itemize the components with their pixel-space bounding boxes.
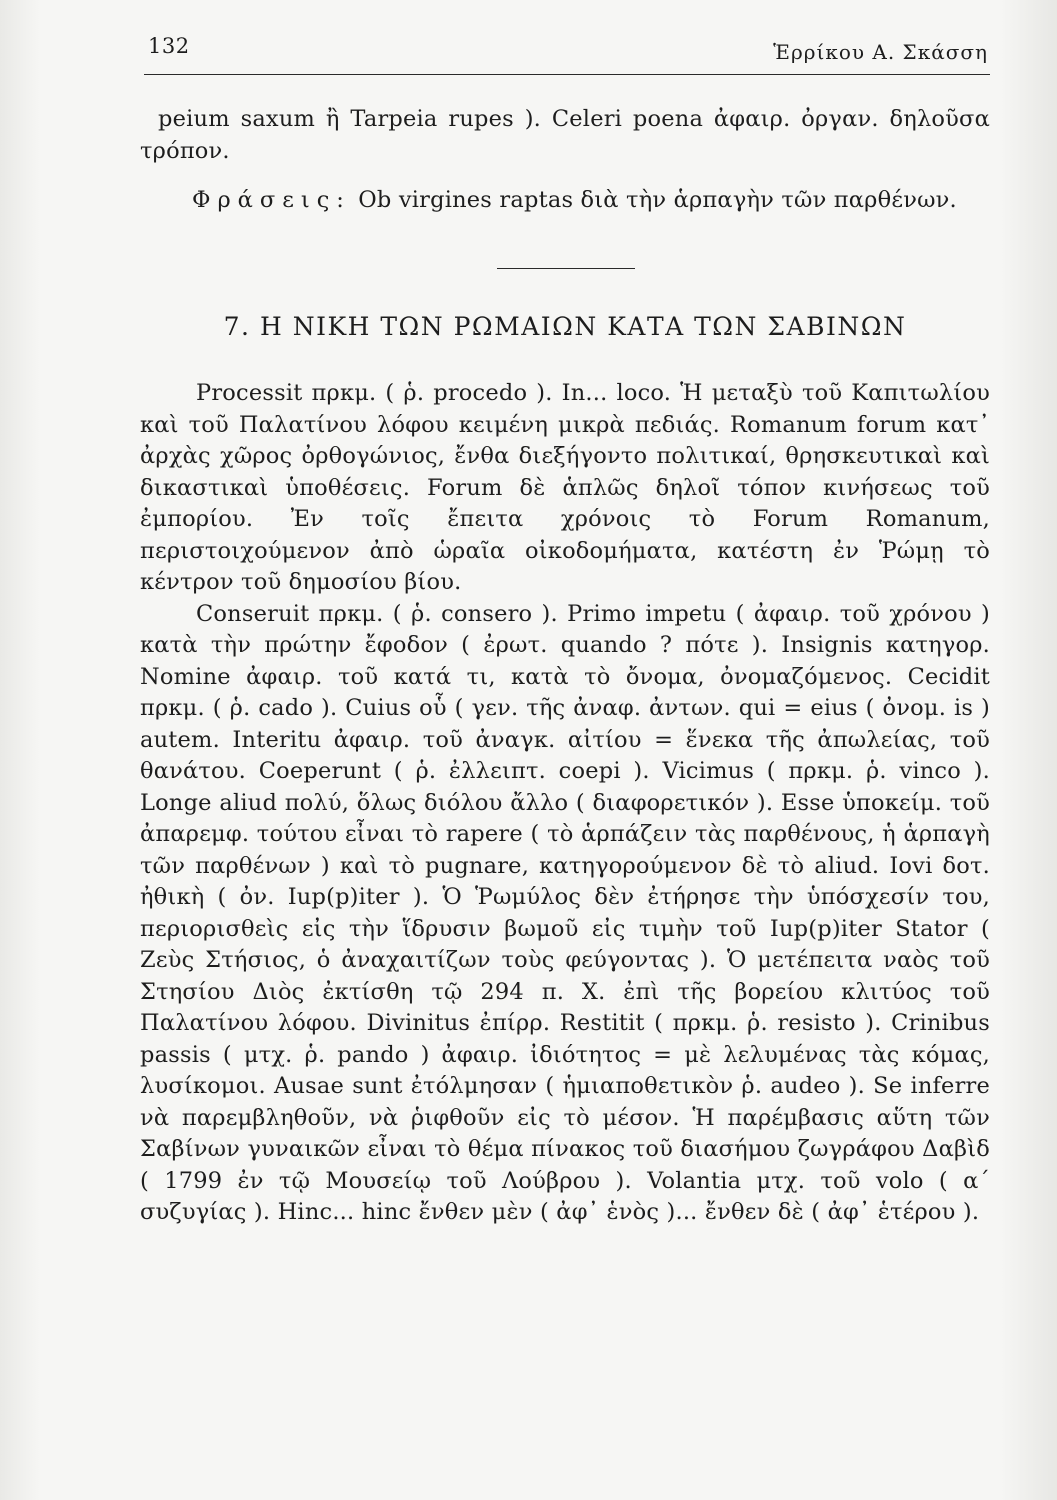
page-header bbox=[144, 34, 990, 75]
intro-block bbox=[140, 104, 990, 217]
section-divider bbox=[497, 268, 635, 269]
body-paragraph: Processit πρκμ. ( ῥ. procedo ). In... loco. Ἡ μεταξὺ τοῦ Καπιτωλίου καὶ τοῦ Παλατίνου λόφου κειμένη μικρὰ πεδιάς. Romanum forum κατ᾽ ἀρχὰς χῶρος ὀρθογώνιος, ἔνθα διεξήγοντο πολιτικαί, θρησκευτικαὶ καὶ δικαστικαὶ ὑποθέσεις. Forum δὲ ἁπλῶς δηλοῖ τόπον κινήσεως τοῦ ἐμπορίου. Ἐν τοῖς ἔπειτα χρόνοις τὸ Forum Romanum, περιστοιχούμενον ἀπὸ ὡραῖα οἰκοδομήματα, κατέστη ἐν Ῥώμῃ τὸ κέντρον τοῦ δημοσίου βίου. bbox=[140, 380, 990, 595]
phrases-paragraph bbox=[140, 185, 990, 217]
phrases-label: Φράσεις: bbox=[192, 187, 351, 213]
running-head: Ἑρρίκου Α. Σκάσση bbox=[773, 40, 988, 64]
phrases-text: Ob virgines raptas διὰ τὴν ἁρπαγὴν τῶν παρθένων. bbox=[350, 187, 957, 213]
section-title: 7. Η ΝΙΚΗ ΤΩΝ ΡΩΜΑΙΩΝ ΚΑΤΑ ΤΩΝ ΣΑΒΙΝΩΝ bbox=[223, 312, 907, 341]
page-number: 132 bbox=[148, 34, 190, 58]
intro-paragraph: peium saxum ἢ Tarpeia rupes ). Celeri poena ἀφαιρ. ὀργαν. δηλοῦσα τρόπον. bbox=[140, 106, 990, 164]
section-body bbox=[140, 378, 990, 1229]
body-paragraph: Conseruit πρκμ. ( ῥ. consero ). Primo impetu ( ἀφαιρ. τοῦ χρόνου ) κατὰ τὴν πρώτην ἔφοδον ( ἐρωτ. quando ? πότε ). Insignis κατηγορ. Nomine ἀφαιρ. τοῦ κατά τι, κατὰ τὸ ὄνομα, ὀνομαζόμενος. Cecidit πρκμ. ( ῥ. cado ). Cuius οὗ ( γεν. τῆς ἀναφ. ἀντων. qui = eius ( ὀνομ. is ) autem. Interitu ἀφαιρ. τοῦ ἀναγκ. αἰτίου = ἕνεκα τῆς ἀπωλείας, τοῦ θανάτου. Coeperunt ( ῥ. ἐλλειπτ. coepi ). Vicimus ( πρκμ. ῥ. vinco ). Longe aliud πολύ, ὅλως διόλου ἄλλο ( διαφορετικόν ). Esse ὑποκείμ. τοῦ ἀπαρεμφ. τούτου εἶναι τὸ rapere ( τὸ ἁρπάζειν τὰς παρθένους, ἡ ἁρπαγὴ τῶν παρθένων ) καὶ τὸ pugnare, κατηγορούμενον δὲ τὸ aliud. Iovi δοτ. ἠθικὴ ( ὀν. Iup(p)iter ). Ὁ Ῥωμύλος δὲν ἐτήρησε τὴν ὑπόσχεσίν του, περιορισθεὶς εἰς τὴν ἵδρυσιν βωμοῦ εἰς τιμὴν τοῦ Iup(p)iter Stator ( Ζεὺς Στήσιος, ὁ ἀναχαιτίζων τοὺς φεύγοντας ). Ὁ μετέπειτα ναὸς τοῦ Στησίου Διὸς ἐκτίσθη τῷ 294 π. Χ. ἐπὶ τῆς βορείου κλιτύος τοῦ Παλατίνου λόφου. Divinitus ἐπίρρ. Restitit ( πρκμ. ῥ. resisto ). Crinibus passis ( μτχ. ῥ. pando ) ἀφαιρ. ἰδιότητος = μὲ λελυμένας τὰς κόμας, λυσίκομοι. Ausae sunt ἐτόλμησαν ( ἡμιαποθετικὸν ῥ. audeo ). Se inferre νὰ παρεμβληθοῦν, νὰ ῥιφθοῦν εἰς τὸ μέσον. Ἡ παρέμβασις αὕτη τῶν Σαβίνων γυναικῶν εἶναι τὸ θέμα πίνακος τοῦ διασήμου ζωγράφου Δαβὶδ ( 1799 ἐν τῷ Μουσείῳ τοῦ Λούβρου ). Volantia μτχ. τοῦ volo ( α´ συζυγίας ). Hinc... hinc ἔνθεν μὲν ( ἀφ᾽ ἑνὸς )... ἔνθεν δὲ ( ἀφ᾽ ἑτέρου ). bbox=[140, 600, 990, 1225]
